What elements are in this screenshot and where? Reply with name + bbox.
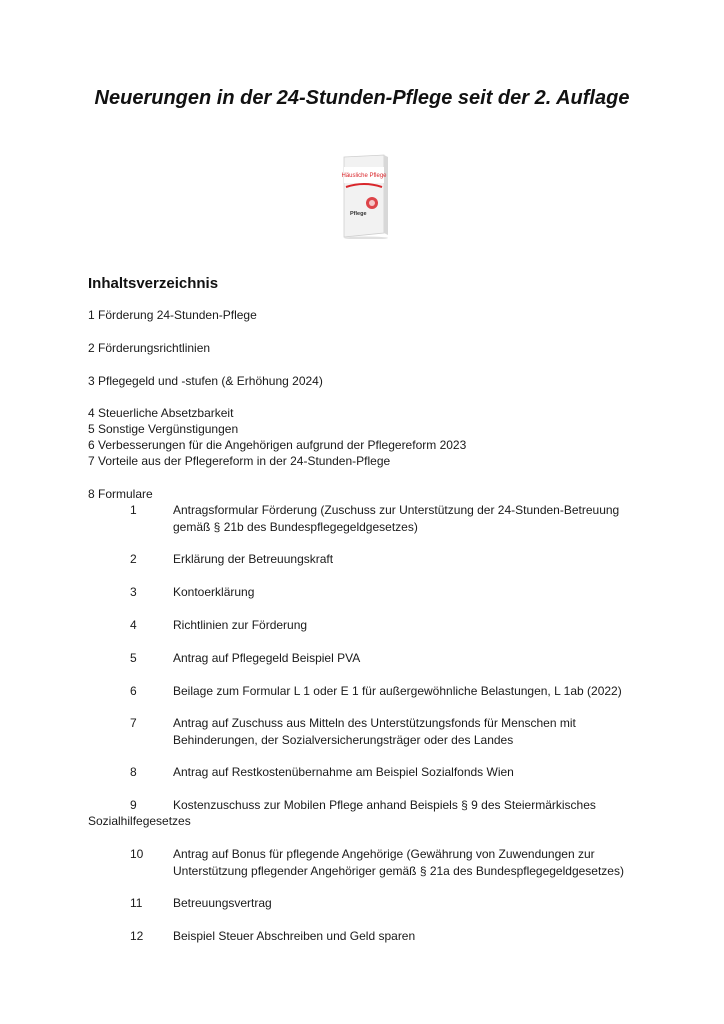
form-title: Beilage zum Formular L 1 oder E 1 für außergewöhnliche Belastungen, L 1ab (2022) [173,684,622,698]
document-title: Neuerungen in der 24-Stunden-Pflege seit der 2. Auflage [94,87,630,109]
toc-chapter-5: 5 Sonstige Vergünstigungen [88,422,239,436]
form-title-continuation: Sozialhilfegesetzes [88,814,191,828]
form-number: 2 [130,552,137,566]
form-title: Antrag auf Pflegegeld Beispiel PVA [173,651,361,665]
toc-chapter-3: 3 Pflegegeld und -stufen (& Erhöhung 2024) [88,374,323,388]
form-number: 4 [130,618,137,632]
form-number: 9 [130,798,137,812]
form-title: Antrag auf Restkostenübernahme am Beispiel Sozialfonds Wien [173,765,514,779]
form-title: Antragsformular Förderung (Zuschuss zur Unterstützung der 24-Stunden-Betreuung gemäß § 21b des Bundespflegegeldgesetzes) [173,503,620,534]
form-number: 12 [130,929,144,943]
book-cover-image [338,153,390,239]
form-title: Antrag auf Bonus für pflegende Angehörige (Gewährung von Zuwendungen zur Unterstützung pflegender Angehöriger gemäß § 21a des Bundespflegegeldgesetzes) [173,847,624,878]
form-number: 5 [130,651,137,665]
toc-chapter-6: 6 Verbesserungen für die Angehörigen aufgrund der Pflegereform 2023 [88,438,467,452]
form-title: Erklärung der Betreuungskraft [173,552,334,566]
toc-chapter-8: 8 Formulare [88,487,153,501]
toc-chapter-4: 4 Steuerliche Absetzbarkeit [88,406,234,420]
toc-chapter-2: 2 Förderungsrichtlinien [88,341,211,355]
book-cover-title: Häusliche Pflege [341,173,387,179]
form-title: Antrag auf Zuschuss aus Mitteln des Unterstützungsfonds für Menschen mit Behinderungen, der Sozialversicherungsträger oder des Landes [173,716,576,747]
form-number: 7 [130,716,137,730]
form-title: Betreuungsvertrag [173,896,272,910]
form-number: 10 [130,847,144,861]
form-number: 8 [130,765,137,779]
book-cover-subtitle: Pflege [350,211,367,217]
form-number: 6 [130,684,137,698]
toc-chapter-7: 7 Vorteile aus der Pflegereform in der 24-Stunden-Pflege [88,454,391,468]
form-title: Richtlinien zur Förderung [173,618,308,632]
form-number: 11 [130,896,143,910]
form-title: Beispiel Steuer Abschreiben und Geld sparen [173,929,416,943]
form-number: 3 [130,585,137,599]
toc-chapter-1: 1 Förderung 24-Stunden-Pflege [88,308,257,322]
form-title: Kostenzuschuss zur Mobilen Pflege anhand Beispiels § 9 des Steiermärkisches [173,798,596,812]
form-title: Kontoerklärung [173,585,255,599]
form-number: 1 [130,503,137,517]
toc-heading: Inhaltsverzeichnis [88,275,219,292]
